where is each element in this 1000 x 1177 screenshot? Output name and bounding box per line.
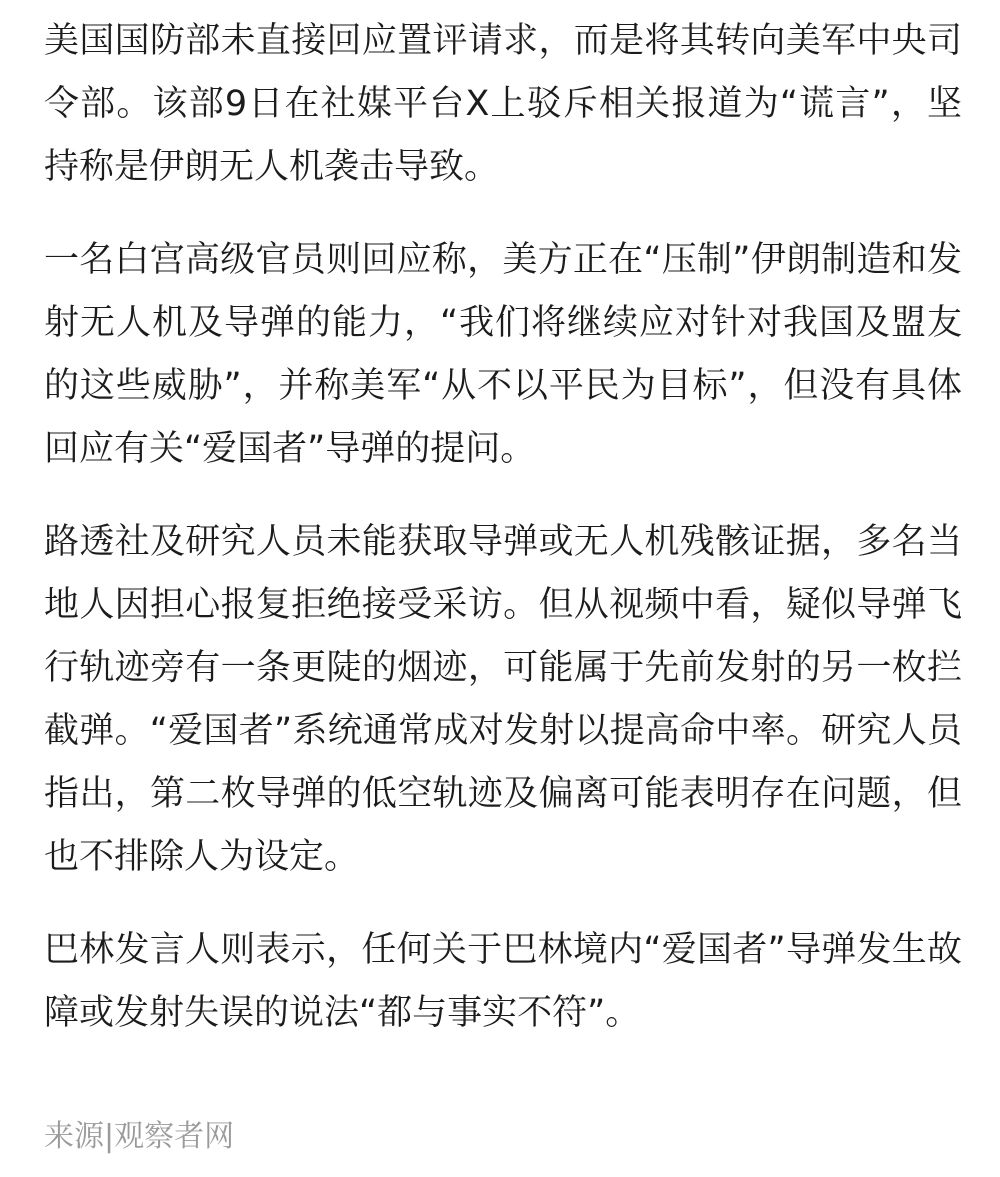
article-body xyxy=(44,10,962,1075)
paragraph-1: 美国国防部未直接回应置评请求，而是将其转向美军中央司令部。该部9日在社媒平台X上驳斥相关报道为“谎言”，坚持称是伊朗无人机袭击导致。 xyxy=(44,21,962,187)
paragraph-3: 路透社及研究人员未能获取导弹或无人机残骸证据，多名当地人因担心报复拒绝接受采访。但从视频中看，疑似导弹飞行轨迹旁有一条更陡的烟迹，可能属于先前发射的另一枚拦截弹。“爱国者”系统通常成对发射以提高命中率。研究人员指出，第二枚导弹的低空轨迹及偏离可能表明存在问题，但也不排除人为设定。 xyxy=(44,522,962,877)
source-credit: 来源|观察者网 xyxy=(44,1119,235,1154)
paragraph-4: 巴林发言人则表示，任何关于巴林境内“爱国者”导弹发生故障或发射失误的说法“都与事实不符”。 xyxy=(44,930,962,1033)
paragraph-2: 一名白宫高级官员则回应称，美方正在“压制”伊朗制造和发射无人机及导弹的能力，“我们将继续应对针对我国及盟友的这些威胁”，并称美军“从不以平民为目标”，但没有具体回应有关“爱国者”导弹的提问。 xyxy=(44,240,962,469)
